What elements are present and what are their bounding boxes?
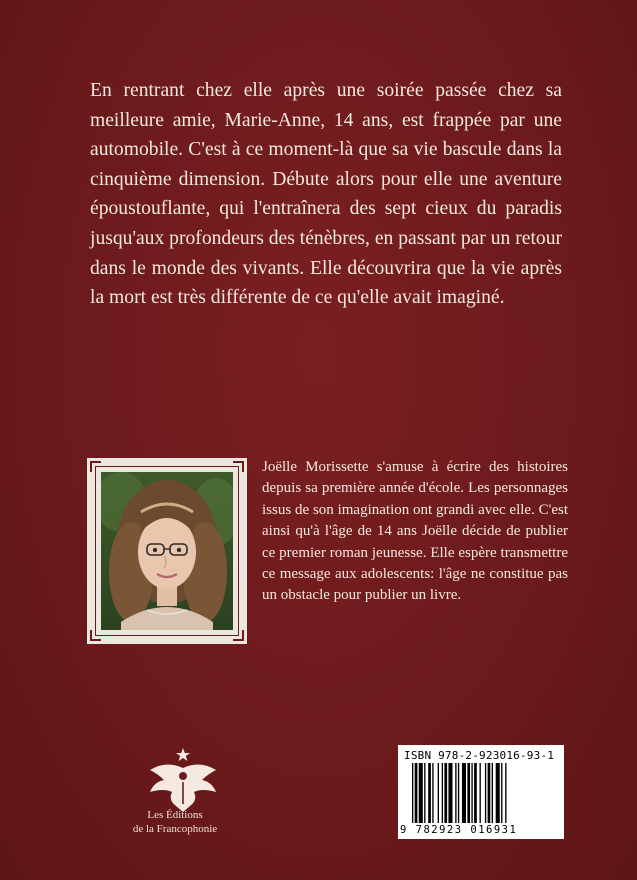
barcode-bars [412,763,558,823]
author-portrait-image [101,472,233,630]
publisher-phoenix-logo-icon [128,746,238,816]
publisher-name [112,808,238,836]
author-photo-frame [87,458,247,644]
isbn-label: ISBN 978-2-923016-93-1 [404,749,555,762]
publisher-line-1: Les Éditions [147,809,203,821]
author-photo [101,472,233,630]
publisher-line-2: de la Francophonie [132,823,218,835]
barcode-digits: 9 782923 016931 [400,824,518,836]
frame-corner-ornament [90,461,101,472]
frame-corner-ornament [90,630,101,641]
frame-corner-ornament [233,461,244,472]
author-bio-text: Joëlle Morissette s'amuse à écrire des histoires depuis sa première année d'école. Les personnages issus de son imagination ont grandi avec elle. C'est ainsi qu'à l'âge de 14 ans Joëlle décide de publier ce premier roman jeunesse. Elle espère transmettre ce message aux adolescents: l'âge ne constitue pas un obstacle pour publier un livre. [262,459,568,604]
isbn-barcode [398,745,564,839]
frame-corner-ornament [233,630,244,641]
synopsis-text: En rentrant chez elle après une soirée passée chez sa meilleure amie, Marie-Anne, 14 ans, est frappée par une automobile. C'est à ce moment-là que sa vie bascule dans la cinquième dimension. Débute alors pour elle une aventure époustouflante, qui l'entraînera des sept cieux du paradis jusqu'aux profondeurs des ténèbres, en passant par un retour dans le monde des vivants. Elle découvrira que la vie après la mort est très différente de ce qu'elle avait imaginé. [90,80,563,309]
